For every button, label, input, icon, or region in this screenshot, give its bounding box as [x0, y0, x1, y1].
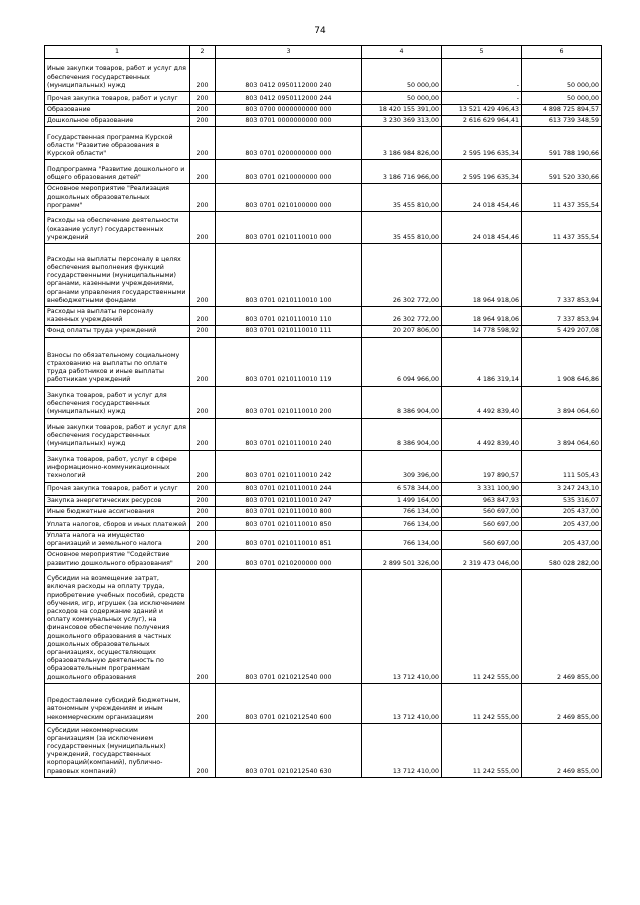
row-code: 200: [190, 244, 216, 307]
row-kbk: 803 0701 0210110010 247: [216, 495, 362, 506]
row-kbk: 803 0701 0200000000 000: [216, 127, 362, 160]
row-plan: 20 207 806,00: [362, 326, 442, 337]
row-executed: 18 964 918,06: [442, 307, 522, 326]
row-code: 200: [190, 550, 216, 569]
row-remainder: 205 437,00: [522, 518, 602, 531]
row-kbk: 803 0701 0210110010 000: [216, 212, 362, 244]
row-code: 200: [190, 116, 216, 127]
row-kbk: 803 0701 0210200000 000: [216, 550, 362, 569]
row-executed: 197 890,57: [442, 450, 522, 482]
row-plan: 766 134,00: [362, 506, 442, 517]
table-row: [45, 59, 602, 92]
row-plan: 18 420 155 391,00: [362, 105, 442, 116]
row-kbk: 803 0701 0210100000 000: [216, 184, 362, 212]
row-remainder: 205 437,00: [522, 531, 602, 550]
table-row: [45, 495, 602, 506]
row-name: Закупка товаров, работ и услуг для обеспечения государственных (муниципальных) нужд: [45, 386, 190, 418]
row-code: 200: [190, 531, 216, 550]
row-remainder: 11 437 355,54: [522, 184, 602, 212]
row-executed: 14 778 598,92: [442, 326, 522, 337]
row-name: Закупка энергетических ресурсов: [45, 495, 190, 506]
row-code: 200: [190, 326, 216, 337]
row-code: 200: [190, 92, 216, 105]
table-row: [45, 482, 602, 495]
row-code: 200: [190, 518, 216, 531]
row-remainder: 4 898 725 894,57: [522, 105, 602, 116]
row-executed: 2 319 473 046,00: [442, 550, 522, 569]
row-kbk: 803 0701 0210110010 100: [216, 244, 362, 307]
row-kbk: 803 0701 0210110010 244: [216, 482, 362, 495]
row-code: 200: [190, 450, 216, 482]
row-remainder: 5 429 207,08: [522, 326, 602, 337]
row-name: Субсидии на возмещение затрат, включая расходы на оплату труда, приобретение учебных пособий, средств обучения, игр, игрушек (за исключением расходов на содержание зданий и оплату коммунальных услуг), на финансовое обеспечение получения дошкольного образования в частных дошкольных образовательных организациях, осуществляющих образовательную деятельность по образовательным программам дошкольного образования: [45, 569, 190, 683]
row-executed: 2 616 629 964,41: [442, 116, 522, 127]
row-remainder: 11 437 355,54: [522, 212, 602, 244]
row-plan: 1 499 164,00: [362, 495, 442, 506]
row-code: 200: [190, 723, 216, 777]
row-executed: 4 186 319,14: [442, 337, 522, 386]
row-kbk: 803 0701 0210212540 600: [216, 683, 362, 723]
row-name: Взносы по обязательному социальному страхованию на выплаты по оплате труда работников и иные выплаты работникам учреждений: [45, 337, 190, 386]
row-plan: 6 578 344,00: [362, 482, 442, 495]
table-header-row: [45, 46, 602, 59]
row-plan: 35 455 810,00: [362, 184, 442, 212]
row-executed: 560 697,00: [442, 531, 522, 550]
row-executed: 13 521 429 496,43: [442, 105, 522, 116]
row-name: Иные бюджетные ассигнования: [45, 506, 190, 517]
row-kbk: 803 0701 0210110010 111: [216, 326, 362, 337]
row-kbk: 803 0701 0210000000 000: [216, 160, 362, 184]
row-plan: 6 094 966,00: [362, 337, 442, 386]
row-kbk: 803 0701 0210110010 110: [216, 307, 362, 326]
page-number: 74: [314, 26, 326, 36]
row-name: Фонд оплаты труда учреждений: [45, 326, 190, 337]
row-remainder: 50 000,00: [522, 59, 602, 92]
row-plan: 2 899 501 326,00: [362, 550, 442, 569]
row-remainder: 591 788 190,66: [522, 127, 602, 160]
row-name: Уплата налогов, сборов и иных платежей: [45, 518, 190, 531]
table-row: [45, 184, 602, 212]
row-name: Иные закупки товаров, работ и услуг для обеспечения государственных (муниципальных) нужд: [45, 59, 190, 92]
row-remainder: 3 247 243,10: [522, 482, 602, 495]
row-executed: 24 018 454,46: [442, 212, 522, 244]
column-header: 3: [216, 46, 362, 59]
row-code: 200: [190, 160, 216, 184]
table-row: [45, 92, 602, 105]
row-plan: 766 134,00: [362, 518, 442, 531]
row-executed: -: [442, 59, 522, 92]
row-remainder: 580 028 282,00: [522, 550, 602, 569]
row-plan: 3 186 984 826,00: [362, 127, 442, 160]
row-code: 200: [190, 105, 216, 116]
column-header: 1: [45, 46, 190, 59]
row-kbk: 803 0701 0210110010 851: [216, 531, 362, 550]
row-kbk: 803 0701 0210110010 119: [216, 337, 362, 386]
row-name: Расходы на обеспечение деятельности (оказание услуг) государственных учреждений: [45, 212, 190, 244]
row-code: 200: [190, 184, 216, 212]
row-code: 200: [190, 307, 216, 326]
row-kbk: 803 0412 0950112000 240: [216, 59, 362, 92]
row-plan: 8 386 904,00: [362, 386, 442, 418]
table-row: [45, 386, 602, 418]
table-row: [45, 506, 602, 517]
table-row: [45, 550, 602, 569]
table-row: [45, 531, 602, 550]
table-row: [45, 337, 602, 386]
row-remainder: 2 469 855,00: [522, 683, 602, 723]
row-remainder: 591 520 330,66: [522, 160, 602, 184]
table-row: [45, 244, 602, 307]
row-code: 200: [190, 482, 216, 495]
table-row: [45, 116, 602, 127]
row-remainder: 2 469 855,00: [522, 569, 602, 683]
row-name: Расходы на выплаты персоналу в целях обеспечения выполнения функций государственными (муниципальными) органами, казенными учреждениями, органами управления государственными внебюджетными фондами: [45, 244, 190, 307]
row-executed: 18 964 918,06: [442, 244, 522, 307]
row-name: Предоставление субсидий бюджетным, автономным учреждениям и иным некоммерческим организациям: [45, 683, 190, 723]
row-name: Дошкольное образование: [45, 116, 190, 127]
row-name: Прочая закупка товаров, работ и услуг: [45, 92, 190, 105]
row-kbk: 803 0701 0210110010 240: [216, 418, 362, 450]
row-name: Закупка товаров, работ, услуг в сфере информационно-коммуникационных технологий: [45, 450, 190, 482]
budget-table: [44, 45, 602, 778]
row-executed: 560 697,00: [442, 518, 522, 531]
row-plan: 8 386 904,00: [362, 418, 442, 450]
row-code: 200: [190, 127, 216, 160]
table-row: [45, 569, 602, 683]
row-name: Основное мероприятие "Реализация дошкольных образовательных программ": [45, 184, 190, 212]
table-row: [45, 683, 602, 723]
row-executed: 2 595 196 635,34: [442, 160, 522, 184]
row-plan: 50 000,00: [362, 59, 442, 92]
table-row: [45, 518, 602, 531]
row-code: 200: [190, 683, 216, 723]
row-name: Иные закупки товаров, работ и услуг для обеспечения государственных (муниципальных) нужд: [45, 418, 190, 450]
row-plan: 35 455 810,00: [362, 212, 442, 244]
row-code: 200: [190, 337, 216, 386]
column-header: 5: [442, 46, 522, 59]
row-kbk: 803 0701 0210212540 630: [216, 723, 362, 777]
row-code: 200: [190, 569, 216, 683]
row-code: 200: [190, 59, 216, 92]
row-kbk: 803 0701 0210110010 800: [216, 506, 362, 517]
table-row: [45, 723, 602, 777]
table-row: [45, 160, 602, 184]
row-plan: 13 712 410,00: [362, 569, 442, 683]
row-code: 200: [190, 418, 216, 450]
row-name: Расходы на выплаты персоналу казенных учреждений: [45, 307, 190, 326]
row-executed: 4 492 839,40: [442, 386, 522, 418]
row-executed: 11 242 555,00: [442, 569, 522, 683]
row-name: Прочая закупка товаров, работ и услуг: [45, 482, 190, 495]
row-kbk: 803 0412 0950112000 244: [216, 92, 362, 105]
row-kbk: 803 0701 0000000000 000: [216, 116, 362, 127]
row-executed: 24 018 454,46: [442, 184, 522, 212]
row-name: Образование: [45, 105, 190, 116]
row-executed: 11 242 555,00: [442, 723, 522, 777]
row-kbk: 803 0701 0210212540 000: [216, 569, 362, 683]
row-kbk: 803 0701 0210110010 242: [216, 450, 362, 482]
table-row: [45, 127, 602, 160]
row-code: 200: [190, 212, 216, 244]
row-kbk: 803 0701 0210110010 200: [216, 386, 362, 418]
row-executed: 11 242 555,00: [442, 683, 522, 723]
row-code: 200: [190, 386, 216, 418]
row-name: Основное мероприятие "Содействие развитию дошкольного образования": [45, 550, 190, 569]
row-executed: 4 492 839,40: [442, 418, 522, 450]
row-remainder: 7 337 853,94: [522, 244, 602, 307]
row-name: Уплата налога на имущество организаций и земельного налога: [45, 531, 190, 550]
column-header: 6: [522, 46, 602, 59]
row-remainder: 205 437,00: [522, 506, 602, 517]
row-plan: 13 712 410,00: [362, 723, 442, 777]
row-plan: 26 302 772,00: [362, 307, 442, 326]
row-executed: 560 697,00: [442, 506, 522, 517]
row-executed: 2 595 196 635,34: [442, 127, 522, 160]
row-remainder: 1 908 646,86: [522, 337, 602, 386]
row-plan: 50 000,00: [362, 92, 442, 105]
row-name: Государственная программа Курской области "Развитие образования в Курской области": [45, 127, 190, 160]
row-remainder: 2 469 855,00: [522, 723, 602, 777]
row-remainder: 50 000,00: [522, 92, 602, 105]
row-code: 200: [190, 495, 216, 506]
column-header: 2: [190, 46, 216, 59]
row-plan: 309 396,00: [362, 450, 442, 482]
row-kbk: 803 0700 0000000000 000: [216, 105, 362, 116]
row-name: Субсидии некоммерческим организациям (за исключением государственных (муниципальных) учреждений, государственных корпораций(компаний), публично-правовых компаний): [45, 723, 190, 777]
row-executed: 963 847,93: [442, 495, 522, 506]
row-plan: 3 230 369 313,00: [362, 116, 442, 127]
table-row: [45, 307, 602, 326]
row-remainder: 613 739 348,59: [522, 116, 602, 127]
table-row: [45, 326, 602, 337]
table-row: [45, 418, 602, 450]
table-row: [45, 450, 602, 482]
row-remainder: 3 894 064,60: [522, 418, 602, 450]
row-remainder: 535 316,07: [522, 495, 602, 506]
row-executed: -: [442, 92, 522, 105]
row-kbk: 803 0701 0210110010 850: [216, 518, 362, 531]
column-header: 4: [362, 46, 442, 59]
row-remainder: 7 337 853,94: [522, 307, 602, 326]
row-plan: 766 134,00: [362, 531, 442, 550]
row-remainder: 111 505,43: [522, 450, 602, 482]
row-code: 200: [190, 506, 216, 517]
row-remainder: 3 894 064,60: [522, 386, 602, 418]
row-plan: 26 302 772,00: [362, 244, 442, 307]
row-executed: 3 331 100,90: [442, 482, 522, 495]
table-row: [45, 105, 602, 116]
table-row: [45, 212, 602, 244]
row-plan: 13 712 410,00: [362, 683, 442, 723]
row-plan: 3 186 716 966,00: [362, 160, 442, 184]
row-name: Подпрограмма "Развитие дошкольного и общего образования детей": [45, 160, 190, 184]
